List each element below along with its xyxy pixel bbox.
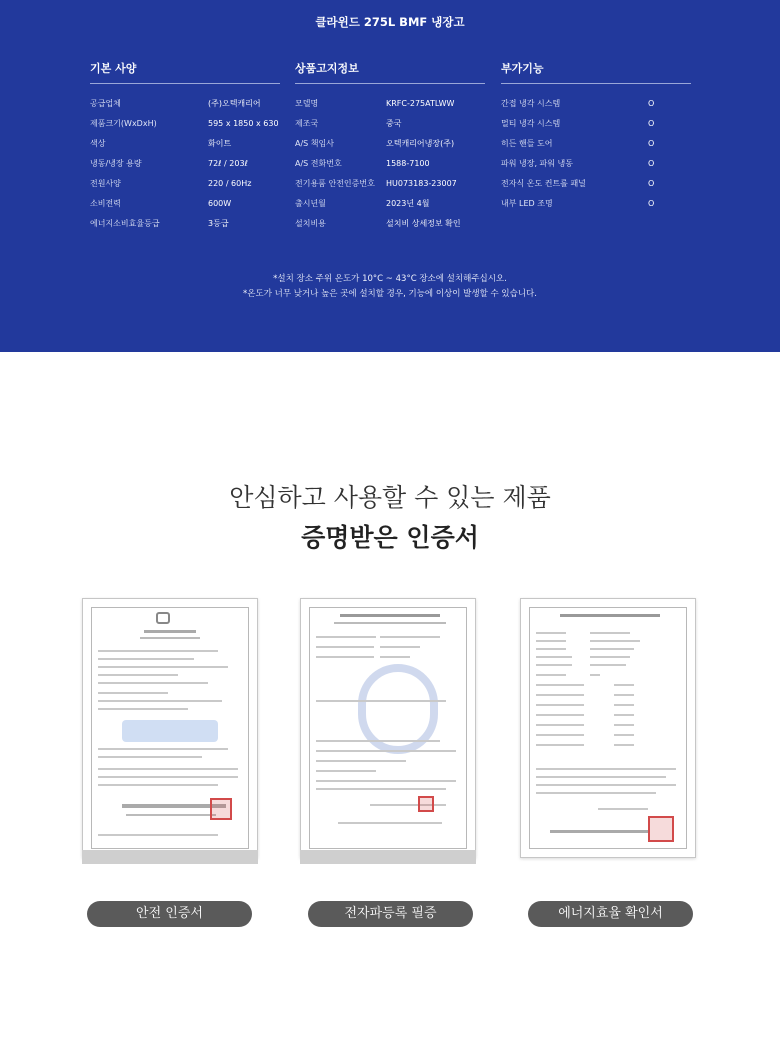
spec-row [90, 134, 280, 154]
spec-value: 220 / 60Hz [208, 179, 252, 188]
spec-row [295, 94, 485, 114]
spec-value: 오텍캐리어냉장(주) [386, 139, 455, 148]
spec-value: O [648, 179, 655, 188]
spec-row [501, 134, 691, 154]
spec-row [90, 94, 280, 114]
spec-row [295, 134, 485, 154]
spec-value: 중국 [386, 119, 402, 128]
spec-row [295, 154, 485, 174]
spec-section [0, 0, 780, 352]
spec-row [501, 174, 691, 194]
spec-column-basic [90, 60, 280, 234]
spec-key: 내부 LED 조명 [501, 199, 553, 208]
cert-heading-line1: 안심하고 사용할 수 있는 제품 [229, 483, 551, 512]
spec-value: 화이트 [208, 139, 232, 148]
spec-row [90, 194, 280, 214]
spec-column-features [501, 60, 691, 214]
spec-row [295, 194, 485, 214]
spec-value: KRFC-275ATLWW [386, 99, 455, 108]
emc-certificate-label: 전자파등록 필증 [308, 901, 473, 927]
spec-title: 클라윈드 275L BMF 냉장고 [315, 15, 465, 29]
install-notes [0, 272, 780, 302]
spec-row [501, 114, 691, 134]
spec-value: 600W [208, 199, 232, 208]
spec-key: 전자식 온도 컨트롤 패널 [501, 179, 586, 188]
spec-row [295, 174, 485, 194]
spec-key: 냉동/냉장 용량 [90, 159, 142, 168]
column-heading: 부가기능 [501, 60, 691, 84]
spec-key: 전원사양 [90, 179, 121, 188]
energy-certificate-image [520, 598, 696, 858]
spec-value: 설치비 상세정보 확인 [386, 219, 461, 228]
spec-key: 공급업체 [90, 99, 121, 108]
spec-key: A/S 전화번호 [295, 159, 342, 168]
spec-key: 에너지소비효율등급 [90, 219, 160, 228]
safety-certificate-label: 안전 인증서 [87, 901, 252, 927]
spec-key: 색상 [90, 139, 106, 148]
spec-column-notice [295, 60, 485, 234]
spec-key: 출시년월 [295, 199, 326, 208]
spec-value: O [648, 199, 655, 208]
spec-row [295, 214, 485, 234]
cert-heading-line2: 증명받은 인증서 [301, 523, 479, 552]
spec-value: 595 x 1850 x 630 [208, 119, 279, 128]
spec-value: O [648, 159, 655, 168]
spec-key: 소비전력 [90, 199, 121, 208]
spec-value: 1588-7100 [386, 159, 430, 168]
spec-row [295, 114, 485, 134]
certificate-thumbnail-strip [82, 850, 258, 864]
spec-key: A/S 책임사 [295, 139, 334, 148]
spec-value: 2023년 4월 [386, 199, 430, 208]
spec-key: 제품크기(WxDxH) [90, 119, 157, 128]
certificate-thumbnail-strip [300, 850, 476, 864]
energy-certificate-label: 에너지효율 확인서 [528, 901, 693, 927]
spec-value: O [648, 119, 655, 128]
spec-row [501, 194, 691, 214]
safety-certificate-image [82, 598, 258, 858]
spec-key: 파워 냉장, 파워 냉동 [501, 159, 573, 168]
spec-value: 72ℓ / 203ℓ [208, 159, 248, 168]
spec-key: 제조국 [295, 119, 319, 128]
spec-row [501, 94, 691, 114]
spec-key: 간접 냉각 시스템 [501, 99, 561, 108]
spec-value: O [648, 99, 655, 108]
install-note: *온도가 너무 낮거나 높은 곳에 설치할 경우, 기능에 이상이 발생할 수 있습니다. [243, 289, 537, 299]
spec-key: 히든 핸들 도어 [501, 139, 553, 148]
spec-key: 모델명 [295, 99, 319, 108]
spec-row [90, 154, 280, 174]
column-heading: 기본 사양 [90, 60, 280, 84]
emc-certificate-image [300, 598, 476, 858]
spec-value: O [648, 139, 655, 148]
column-heading: 상품고지정보 [295, 60, 485, 84]
spec-value: (주)오텍캐리어 [208, 99, 261, 108]
spec-value: 3등급 [208, 219, 229, 228]
spec-key: 설치비용 [295, 219, 326, 228]
spec-row [90, 174, 280, 194]
spec-row [90, 214, 280, 234]
spec-row [90, 114, 280, 134]
spec-key: 전기용품 안전인증번호 [295, 179, 375, 188]
install-note: *설치 장소 주위 온도가 10°C ~ 43°C 장소에 설치해주십시오. [273, 274, 507, 284]
spec-value: HU073183-23007 [386, 179, 457, 188]
spec-key: 멀티 냉각 시스템 [501, 119, 561, 128]
spec-row [501, 154, 691, 174]
